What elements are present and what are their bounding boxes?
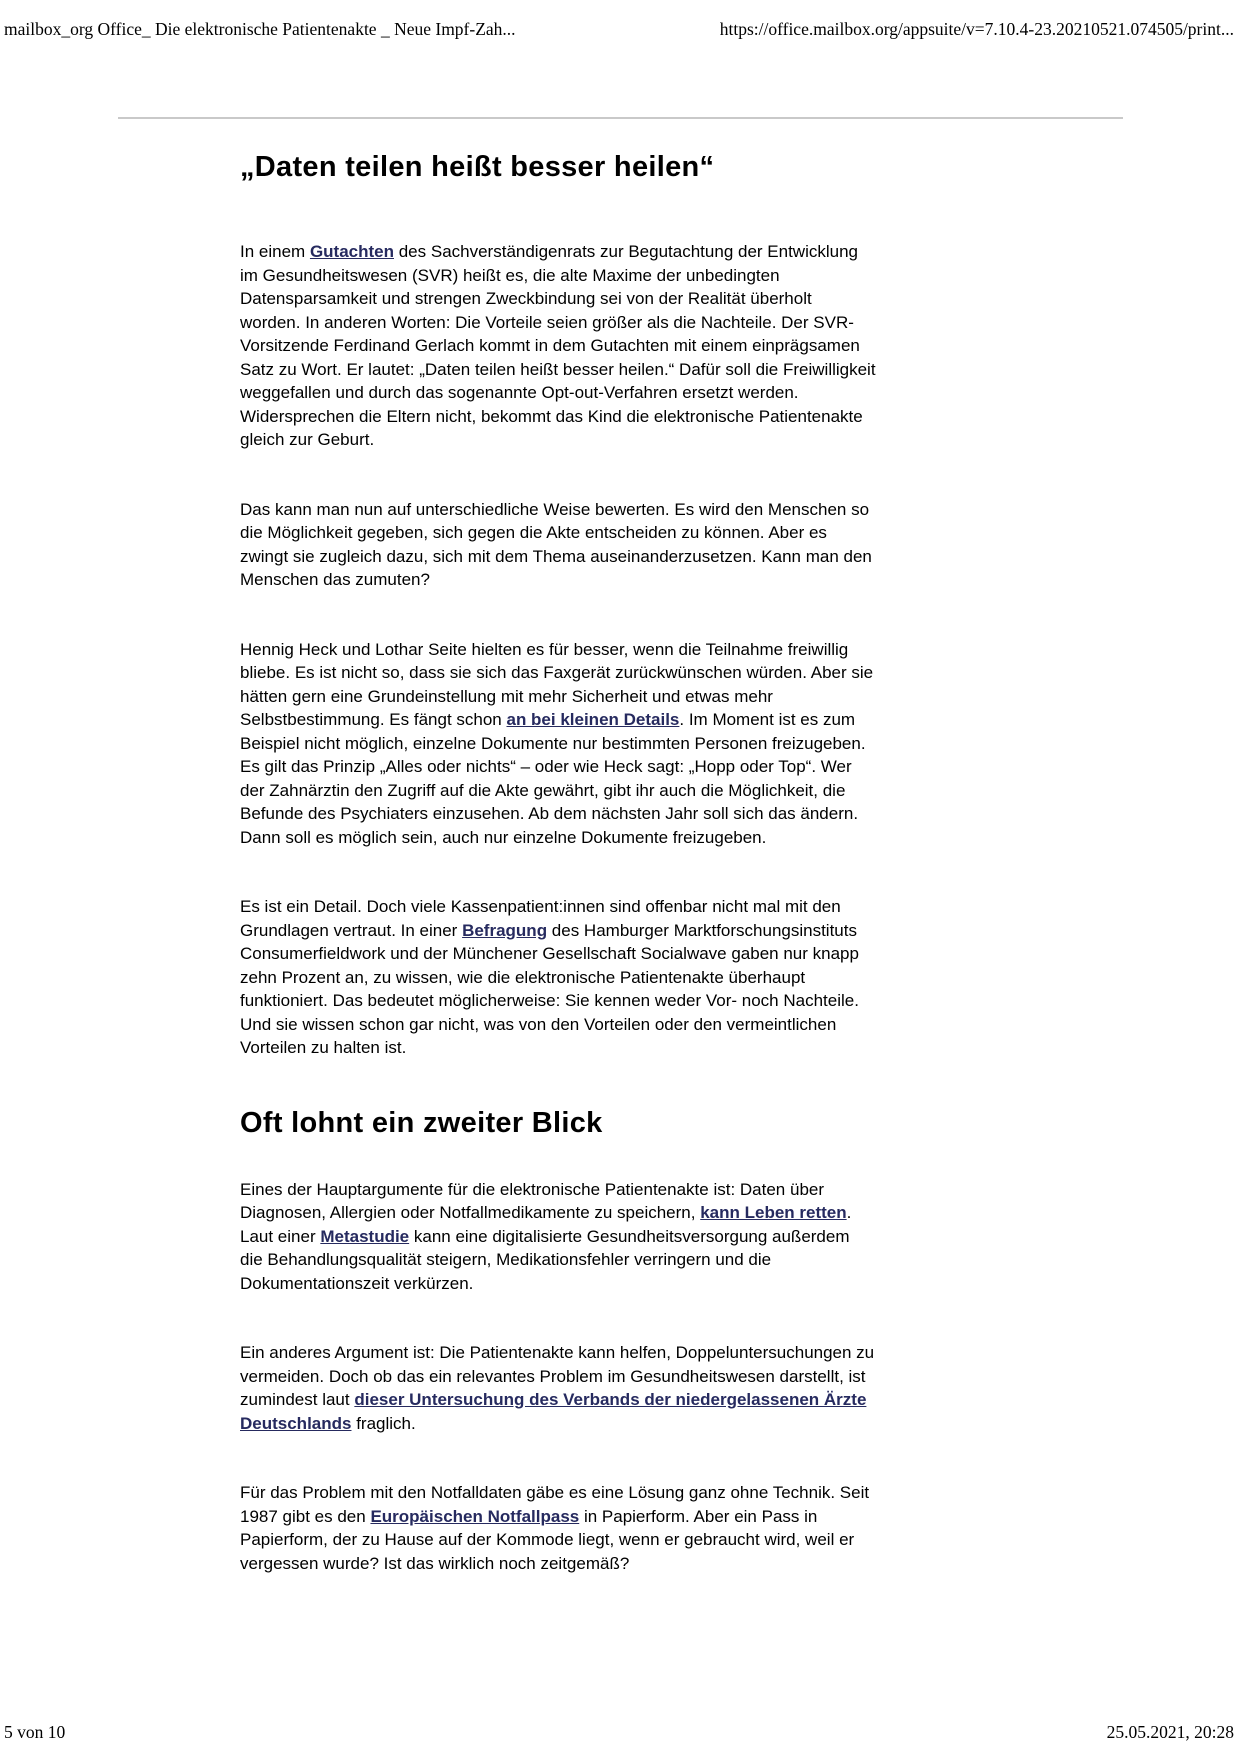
- paragraph: [240, 498, 876, 592]
- paragraph-text: Hennig Heck und Lothar Seite hielten es für besser, wenn die Teilnahme freiwillig bliebe. Es ist nicht so, dass sie sich das Faxgerät zurückwünschen würden. Aber sie hätten gern eine Grundeinstellung mit mehr Sicherheit und etwas mehr Selbstbestimmung. Es fängt schon: [240, 639, 874, 729]
- paragraph-text: des Sachverständigenrats zur Begutachtung der Entwicklung im Gesundheitswesen (SVR) heißt es, die alte Maxime der unbedingten Datensparsamkeit und strengen Zweckbindung sei von der Realität überholt worden. In anderen Worten: Die Vorteile seien größer als die Nachteile. Der SVR-Vorsitzende Ferdinand Gerlach kommt in dem Gutachten mit einem einprägsamen Satz zu Wort. Er lautet: „Daten teilen heißt besser heilen.“ Dafür soll die Freiwilligkeit weggefallen und durch das sogenannte Opt-out-Verfahren ersetzt werden. Widersprechen die Eltern nicht, bekommt das Kind die elektronische Patientenakte gleich zur Geburt.: [240, 242, 876, 449]
- inline-link[interactable]: an bei kleinen Details: [506, 710, 680, 729]
- inline-link[interactable]: Metastudie: [320, 1226, 410, 1246]
- print-timestamp: 25.05.2021, 20:28: [1106, 1721, 1234, 1742]
- paragraph-text: des Hamburger Marktforschungsinstituts Consumerfieldwork und der Münchener Gesellschaft Socialwave gaben nur knapp zehn Prozent an, zu wissen, wie die elektronische Patientenakte überhaupt funktioniert. Das bedeutet möglicherweise: Sie kennen weder Vor- noch Nachteile. Und sie wissen schon gar nicht, was von den Vorteilen oder den vermeintlichen Vorteilen zu halten ist.: [240, 920, 859, 1057]
- article-body: [240, 150, 876, 1621]
- inline-link[interactable]: kann Leben retten: [700, 1203, 847, 1222]
- print-header-document-title: mailbox_org Office_ Die elektronische Patientenakte _ Neue Impf-Zah...: [4, 20, 516, 39]
- paragraph-text: In einem: [240, 242, 310, 261]
- paragraph-text: in Papierform. Aber ein Pass in Papierform, der zu Hause auf der Kommode liegt, wenn er gebraucht wird, weil er vergessen wurde? Ist das wirklich noch zeitgemäß?: [240, 1506, 855, 1573]
- paragraph: [240, 638, 876, 850]
- paragraph: [240, 240, 876, 452]
- paragraph-text: fraglich.: [351, 1413, 416, 1433]
- inline-link[interactable]: dieser Untersuchung des Verbands der niedergelassenen Ärzte Deutschlands: [240, 1390, 867, 1433]
- paragraph: [240, 1341, 876, 1435]
- inline-link[interactable]: Befragung: [462, 920, 548, 940]
- paragraph-text: Eines der Hauptargumente für die elektronische Patientenakte ist: Daten über Diagnosen, Allergien oder Notfallmedikamente zu speichern,: [240, 1179, 825, 1222]
- paragraph-text: . Laut einer: [240, 1203, 852, 1246]
- header-divider: [118, 117, 1123, 119]
- print-header-url: https://office.mailbox.org/appsuite/v=7.10.4-23.20210521.074505/print...: [719, 20, 1234, 39]
- article-title: „Daten teilen heißt besser heilen“: [240, 151, 715, 183]
- page-number: 5 von 10: [4, 1721, 66, 1742]
- print-footer: [4, 1723, 1234, 1742]
- section-heading: Oft lohnt ein zweiter Blick: [240, 1106, 603, 1139]
- paragraph: [240, 1178, 876, 1296]
- paragraph-text: Ein anderes Argument ist: Die Patientenakte kann helfen, Doppeluntersuchungen zu vermeiden. Doch ob das ein relevantes Problem im Gesundheitswesen darstellt, ist zumindest laut: [240, 1343, 875, 1409]
- paragraph-text: Für das Problem mit den Notfalldaten gäbe es eine Lösung ganz ohne Technik. Seit 1987 gibt es den: [240, 1483, 870, 1526]
- paragraph: [240, 895, 876, 1060]
- paragraph-text: kann eine digitalisierte Gesundheitsversorgung außerdem die Behandlungsqualität steigern, Medikationsfehler verringern und die Dokumentationszeit verkürzen.: [240, 1226, 850, 1293]
- paragraph-text: . Im Moment ist es zum Beispiel nicht möglich, einzelne Dokumente nur bestimmten Personen freizugeben. Es gilt das Prinzip „Alles oder nichts“ – oder wie Heck sagt: „Hopp oder Top“. Wer der Zahnärztin den Zugriff auf die Akte gewährt, gibt ihr auch die Möglichkeit, die Befunde des Psychiaters einzusehen. Ab dem nächsten Jahr soll sich das ändern. Dann soll es möglich sein, auch nur einzelne Dokumente freizugeben.: [240, 710, 866, 847]
- paragraph: [240, 1481, 876, 1575]
- paragraph-text: Es ist ein Detail. Doch viele Kassenpatient:innen sind offenbar nicht mal mit den Grundlagen vertraut. In einer: [240, 897, 841, 940]
- inline-link[interactable]: Europäischen Notfallpass: [370, 1506, 580, 1526]
- inline-link[interactable]: Gutachten: [309, 242, 394, 261]
- print-header: [4, 20, 1234, 39]
- paragraph-text: Das kann man nun auf unterschiedliche Weise bewerten. Es wird den Menschen so die Möglichkeit gegeben, sich gegen die Akte entscheiden zu können. Aber es zwingt sie zugleich dazu, sich mit dem Thema auseinanderzusetzen. Kann man den Menschen das zumuten?: [240, 499, 872, 589]
